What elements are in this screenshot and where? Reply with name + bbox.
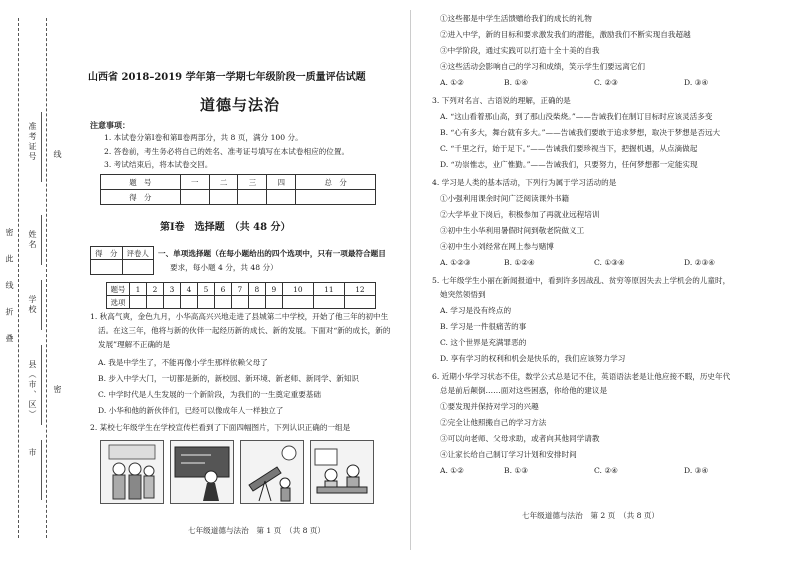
q2-stem: 2. 某校七年级学生在学校宣传栏看到了下面四幅图片，下列认识正确的一组是: [90, 423, 351, 432]
answer-cell[interactable]: [313, 296, 344, 309]
q5-stem-line-1: 5. 七年级学生小丽在新闻报道中，看到许多因战乱、贫穷等原因失去上学机会的儿童时，: [432, 276, 731, 285]
q2-option-a: A. ①②: [440, 78, 464, 87]
city-blank[interactable]: [41, 440, 42, 500]
score-header-cell: 三: [238, 175, 267, 190]
county-blank[interactable]: [41, 345, 42, 425]
answer-number: 5: [197, 283, 214, 296]
exam-number-label: 准考证号: [28, 122, 37, 162]
q2-item-2: ②进入中学，新的目标和要求激发我们的潜能，激励我们不断实现自我超越: [440, 30, 691, 39]
answer-cell[interactable]: [248, 296, 265, 309]
q2-option-c: C. ②③: [594, 78, 618, 87]
answer-number: 4: [180, 283, 197, 296]
q6-item-3: ③可以向老师、父母求助，或者向其他同学请教: [440, 434, 600, 443]
q2-item-3: ③中学阶段，通过实践可以打造十全十美的自我: [440, 46, 600, 55]
answer-number: 7: [231, 283, 248, 296]
note-1: 1. 本试卷分第Ⅰ卷和第Ⅱ卷两部分，共 8 页，满分 100 分。: [104, 133, 303, 142]
answer-number: 6: [214, 283, 231, 296]
q4-item-3: ③初中生小华利用暑假时间到敬老院做义工: [440, 226, 585, 235]
q5-option-b: B. 学习是一件很痛苦的事: [440, 322, 527, 331]
illustration-telescope: [240, 440, 304, 504]
q1-stem-line-1: 1. 秋高气爽，金色九月，小华高高兴兴地走进了县城第二中学校，开始了他三年的初中生: [90, 312, 389, 321]
notes-title: 注意事项：: [90, 120, 130, 130]
grader-reviewer-label: 评卷人: [122, 247, 154, 260]
q2-option-b: B. ①④: [504, 78, 529, 87]
q4-item-4: ④初中生小刘经常在网上参与赌博: [440, 242, 554, 251]
score-header-cell: 二: [209, 175, 238, 190]
city-label: 市: [28, 448, 37, 458]
q1-stem-line-2: 活。在这三年，他将与新的伙伴一起经历新的成长、新的发展。下面对“新的成长，新的: [98, 326, 391, 335]
answer-cell[interactable]: [130, 296, 147, 309]
answer-number: 9: [265, 283, 282, 296]
q3-option-a: A. “这山看着那山高，到了那山没柴烧。”——告诫我们在制订目标时应该灵活多变: [440, 112, 713, 121]
fold-dashed-line-inner: [46, 18, 47, 538]
note-3: 3. 考试结束后，将本试卷交回。: [104, 160, 213, 169]
subject-title: 道德与法治: [200, 96, 281, 114]
illustration-teacher-blackboard: [170, 440, 234, 504]
answer-table-header: 选项: [107, 296, 130, 309]
fold-dashed-line-outer: [18, 18, 19, 538]
q1-option-d: D. 小华和他的新伙伴们，已经可以像成年人一样独立了: [98, 406, 284, 415]
score-header-cell: 题 号: [101, 175, 181, 190]
fold-instruction: 密 此 线 折 叠: [5, 228, 14, 351]
score-row-label: 得 分: [101, 190, 181, 205]
answer-number: 2: [146, 283, 163, 296]
q4-option-c: C. ①③④: [594, 258, 625, 267]
line-mark: 线: [53, 150, 62, 160]
answer-cell[interactable]: [344, 296, 375, 309]
q6-item-2: ②完全让他照搬自己的学习方法: [440, 418, 547, 427]
answer-cell[interactable]: [282, 296, 313, 309]
grader-score-cell: [91, 260, 123, 275]
mc-intro-line-2: 要求，每小题 4 分，共 48 分）: [170, 263, 278, 272]
answer-cell[interactable]: [163, 296, 180, 309]
score-cell: [180, 190, 209, 205]
answer-table: [106, 282, 376, 309]
q4-option-d: D. ②③④: [684, 258, 716, 267]
q5-stem-line-2: 她突然领悟到: [440, 290, 486, 299]
q6-stem-line-1: 6. 近期小华学习状态不佳，数学公式总是记不住，英语语法老是让他应接不暇，历史年代: [432, 372, 731, 381]
section-title: 第Ⅰ卷 选择题 （共 48 分）: [160, 222, 291, 233]
page1-footer: 七年级道德与法治 第 1 页 （共 8 页）: [188, 526, 326, 535]
answer-number: 10: [282, 283, 313, 296]
score-cell: [296, 190, 376, 205]
school-blank[interactable]: [41, 280, 42, 330]
q4-item-2: ②大学毕业下岗后，积极参加了再就业远程培训: [440, 210, 600, 219]
q3-option-b: B. “心有多大，舞台就有多大。”——告诫我们要敢于追求梦想，取决于梦想是否远大: [440, 128, 721, 137]
q2-option-d: D. ③④: [684, 78, 709, 87]
q6-stem-line-2: 总是前后颠倒……面对这些困惑，你给他的建议是: [440, 386, 608, 395]
q1-option-b: B. 步入中学大门，一切都是新的，新校园、新环境、新老师、新同学、新知识: [98, 374, 359, 383]
q6-option-d: D. ③④: [684, 466, 709, 475]
name-blank[interactable]: [41, 215, 42, 265]
answer-cell[interactable]: [231, 296, 248, 309]
q3-option-c: C. “千里之行，始于足下。”——告诫我们要珍视当下，把握机遇，从点滴做起: [440, 144, 698, 153]
q6-option-a: A. ①②: [440, 466, 464, 475]
q4-item-1: ①小强利用课余时间广泛阅读课外书籍: [440, 194, 570, 203]
q4-stem: 4. 学习是人类的基本活动，下列行为属于学习活动的是: [432, 178, 617, 187]
q1-option-a: A. 我是中学生了，不能再像小学生那样依赖父母了: [98, 358, 268, 367]
answer-number: 8: [248, 283, 265, 296]
q1-stem-line-3: 发展”理解不正确的是: [98, 340, 171, 349]
q4-option-a: A. ①②③: [440, 258, 471, 267]
page-divider: [410, 10, 411, 550]
q6-item-4: ④让家长给自己制订学习计划和安排时间: [440, 450, 577, 459]
answer-number: 11: [313, 283, 344, 296]
note-2: 2. 答卷前，考生务必将自己的姓名、准考证号填写在本试卷相应的位置。: [104, 147, 350, 156]
score-cell: [267, 190, 296, 205]
answer-cell[interactable]: [146, 296, 163, 309]
seal-mark: 密: [53, 385, 62, 395]
q6-item-1: ①要发现并保持对学习的兴趣: [440, 402, 539, 411]
answer-number: 3: [163, 283, 180, 296]
name-label: 姓名: [28, 230, 37, 250]
q2-item-1: ①这些都是中学生活馈赠给我们的成长的礼物: [440, 14, 592, 23]
answer-cell[interactable]: [265, 296, 282, 309]
q5-option-c: C. 这个世界是充满罪恶的: [440, 338, 527, 347]
answer-number: 12: [344, 283, 375, 296]
q3-stem: 3. 下列对名言、古语说的理解，正确的是: [432, 96, 571, 105]
illustration-students-group: [100, 440, 164, 504]
answer-cell[interactable]: [180, 296, 197, 309]
answer-number: 1: [130, 283, 147, 296]
mc-intro-line-1: 一、单项选择题（在每小题给出的四个选项中，只有一项最符合题目: [158, 249, 386, 258]
answer-table-header: 题号: [107, 283, 130, 296]
q5-option-d: D. 享有学习的权利和机会是快乐的，我们应该努力学习: [440, 354, 626, 363]
score-table: [100, 174, 376, 205]
grader-score-label: 得 分: [91, 247, 123, 260]
q1-option-c: C. 中学时代是人生发展的一个新阶段，为我们的一生奠定重要基础: [98, 390, 321, 399]
answer-cell[interactable]: [197, 296, 214, 309]
q4-option-b: B. ①②④: [504, 258, 535, 267]
exam-header: 山西省 2018–2019 学年第一学期七年级阶段一质量评估试题: [88, 72, 366, 83]
q5-option-a: A. 学习是没有终点的: [440, 306, 512, 315]
score-header-cell: 一: [180, 175, 209, 190]
exam-number-blank[interactable]: [41, 112, 42, 182]
grader-box: [90, 246, 154, 275]
answer-cell[interactable]: [214, 296, 231, 309]
score-header-cell: 四: [267, 175, 296, 190]
score-header-cell: 总 分: [296, 175, 376, 190]
county-label: 县（市、区）: [28, 360, 37, 420]
q6-option-b: B. ①③: [504, 466, 529, 475]
q6-option-c: C. ②④: [594, 466, 618, 475]
score-cell: [238, 190, 267, 205]
q3-option-d: D. “功崇惟志，业广惟勤。”——告诫我们，只要努力，任何梦想都一定能实现: [440, 160, 698, 169]
page2-footer: 七年级道德与法治 第 2 页 （共 8 页）: [522, 511, 660, 520]
illustration-students-desk: [310, 440, 374, 504]
school-label: 学校: [28, 295, 37, 315]
score-cell: [209, 190, 238, 205]
grader-reviewer-cell: [122, 260, 154, 275]
q2-item-4: ④这些活动会影响自己的学习和成绩，笑示学生们要远离它们: [440, 62, 646, 71]
